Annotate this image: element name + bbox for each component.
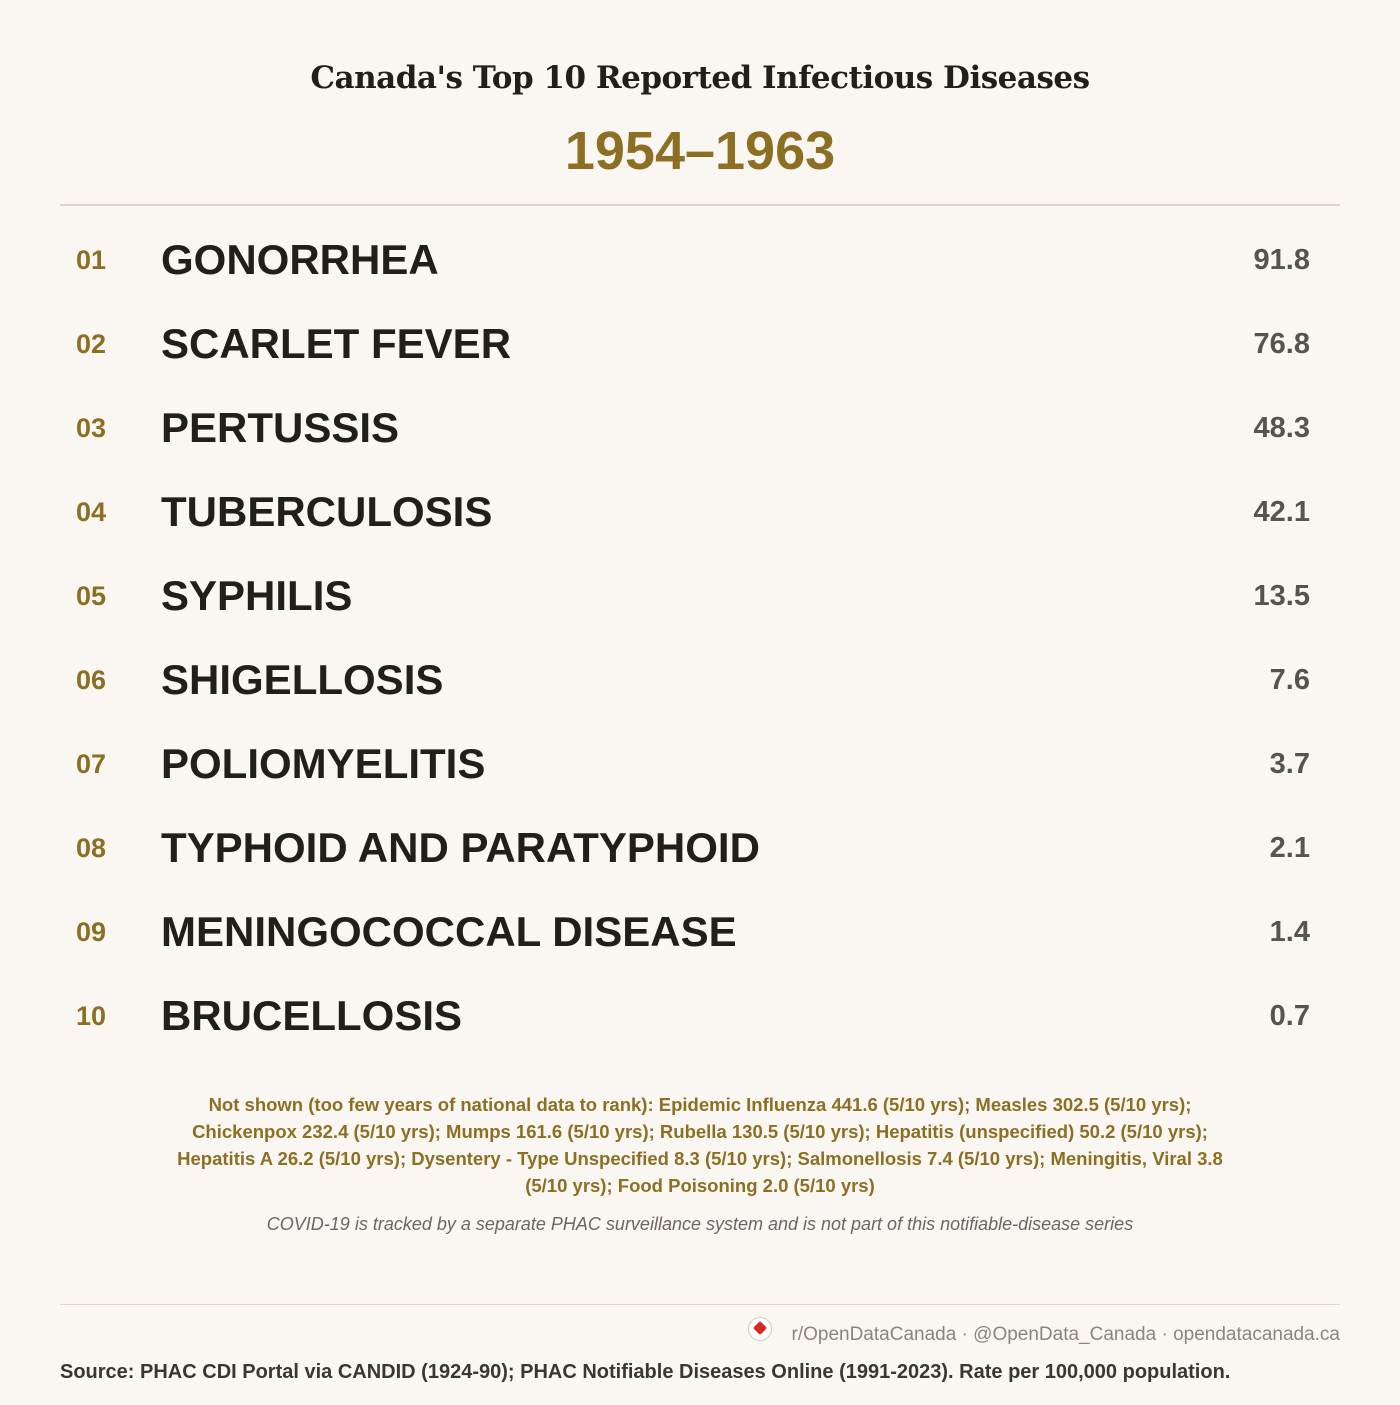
social-links: r/OpenDataCanada · @OpenData_Canada · opendatacanada.ca: [791, 1324, 1340, 1345]
rate-value: 2.1: [1269, 832, 1310, 864]
disease-name: SCARLET FEVER: [161, 320, 512, 367]
disease-name: GONORRHEA: [161, 236, 439, 283]
rank-label: 08: [75, 833, 107, 863]
disease-name: SYPHILIS: [161, 572, 353, 619]
table-row: [0, 218, 1400, 302]
rate-value: 3.7: [1269, 748, 1310, 780]
rank-label: 09: [75, 917, 107, 947]
rank-label: 10: [75, 1001, 107, 1031]
social-credits: [748, 1321, 1341, 1349]
rate-value: 48.3: [1253, 412, 1310, 444]
rate-value: 42.1: [1253, 496, 1310, 528]
table-row: [0, 302, 1400, 386]
rank-label: 04: [75, 497, 107, 527]
table-row: [0, 806, 1400, 890]
bottom-divider: [60, 1304, 1340, 1305]
ranking-table: [0, 218, 1400, 1058]
chart-title: Canada's Top 10 Reported Infectious Diseases: [310, 60, 1090, 96]
disease-name: POLIOMYELITIS: [161, 740, 486, 787]
rank-label: 05: [75, 581, 107, 611]
rank-label: 07: [75, 749, 107, 779]
disease-name: SHIGELLOSIS: [161, 656, 444, 703]
chart-period: 1954–1963: [564, 121, 836, 181]
rank-label: 02: [75, 329, 107, 359]
disease-name: BRUCELLOSIS: [161, 992, 463, 1039]
canada-maple-logo-icon: [748, 1317, 772, 1341]
disease-name: MENINGOCOCCAL DISEASE: [161, 908, 737, 955]
rate-value: 0.7: [1269, 1000, 1310, 1032]
disease-name: TYPHOID AND PARATYPHOID: [161, 824, 760, 871]
top-divider: [60, 204, 1340, 206]
table-row: [0, 554, 1400, 638]
covid-note: COVID-19 is tracked by a separate PHAC surveillance system and is not part of this notifiable-disease series: [266, 1214, 1134, 1234]
rank-label: 06: [75, 665, 107, 695]
rank-label: 03: [75, 413, 107, 443]
disease-name: TUBERCULOSIS: [161, 488, 493, 535]
disease-name: PERTUSSIS: [161, 404, 400, 451]
rate-value: 13.5: [1253, 580, 1310, 612]
table-row: [0, 638, 1400, 722]
rate-value: 76.8: [1253, 328, 1310, 360]
table-row: [0, 890, 1400, 974]
table-row: [0, 470, 1400, 554]
source-note: Source: PHAC CDI Portal via CANDID (1924-90); PHAC Notifiable Diseases Online (1991-2023). Rate per 100,000 population.: [60, 1361, 1231, 1383]
rate-value: 7.6: [1269, 664, 1310, 696]
rank-label: 01: [75, 245, 107, 275]
not-shown-note: Not shown (too few years of national data to rank): Epidemic Influenza 441.6 (5/10 yrs); Measles 302.5 (5/10 yrs); Chickenpox 232.4 (5/10 yrs); Mumps 161.6 (5/10 yrs); Rubella 130.5 (5/10 yrs); Hepatitis (unspecified) 50.2 (5/10 yrs); Hepatitis A 26.2 (5/10 yrs); Dysentery - Type Unspecified 8.3 (5/10 yrs); Salmonellosis 7.4 (5/10 yrs); Meningitis, Viral 3.8 (5/10 yrs); Food Poisoning 2.0 (5/10 yrs): [177, 1094, 1223, 1196]
table-row: [0, 974, 1400, 1058]
rate-value: 1.4: [1269, 916, 1310, 948]
table-row: [0, 722, 1400, 806]
table-row: [0, 386, 1400, 470]
rate-value: 91.8: [1253, 244, 1310, 276]
